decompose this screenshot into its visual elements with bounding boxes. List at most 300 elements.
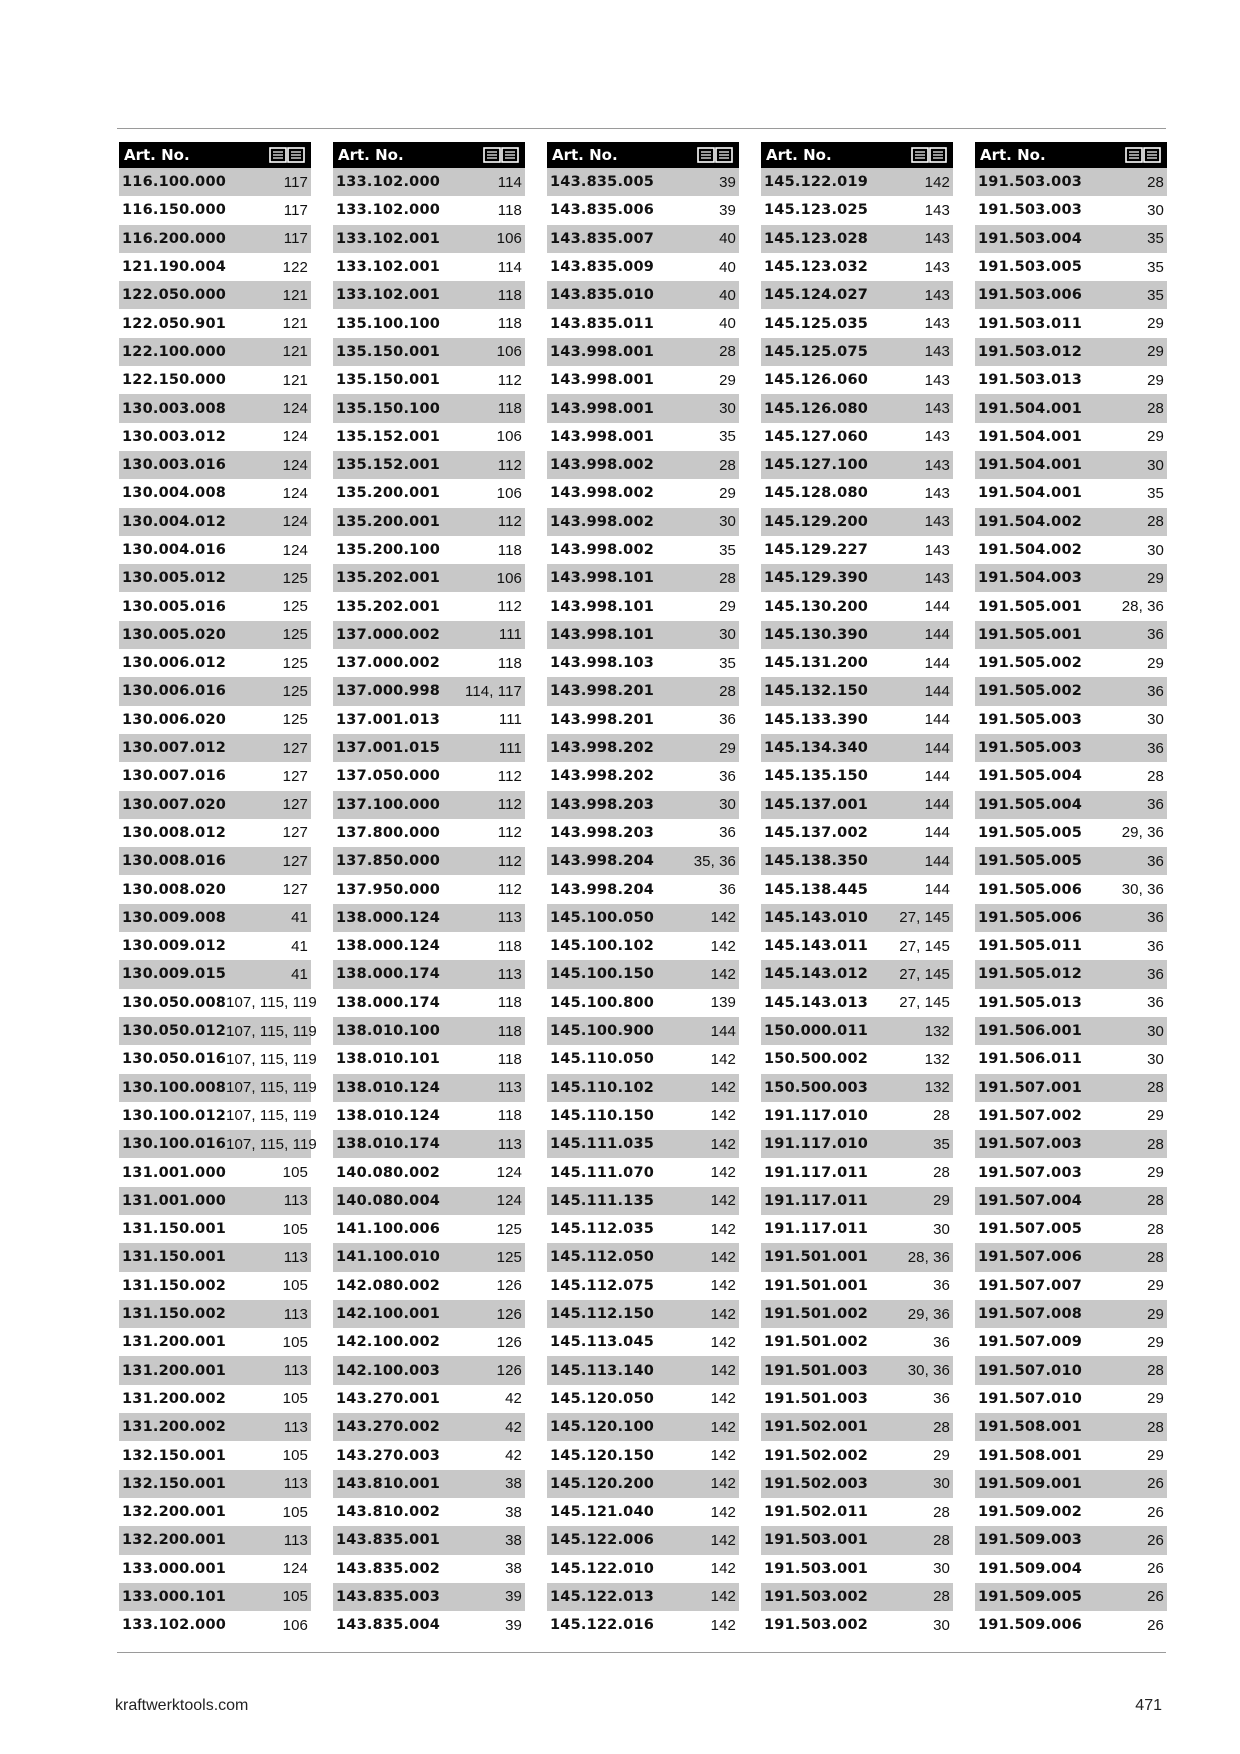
index-row	[119, 281, 311, 309]
index-row	[761, 1328, 953, 1356]
index-row	[119, 1328, 311, 1356]
page-reference: 106	[496, 569, 522, 587]
index-row	[761, 592, 953, 620]
page-reference: 113	[283, 1192, 308, 1210]
article-number: 145.132.150	[764, 683, 869, 700]
page-reference: 28	[1147, 513, 1164, 531]
page-reference: 30	[719, 796, 736, 814]
index-row	[761, 875, 953, 903]
page-reference: 36	[1147, 796, 1164, 814]
article-number: 143.270.003	[336, 1447, 441, 1464]
column-header-label: Art. No.	[124, 146, 190, 164]
index-row	[119, 394, 311, 422]
article-number: 137.001.013	[336, 711, 441, 728]
page-reference: 132	[924, 1022, 950, 1040]
article-number: 145.110.150	[550, 1107, 655, 1124]
index-row	[119, 1017, 317, 1045]
page-reference: 117	[283, 173, 308, 191]
article-number: 191.507.010	[978, 1362, 1083, 1379]
index-row	[333, 875, 525, 903]
index-row	[333, 1470, 525, 1498]
index-row	[547, 1356, 739, 1384]
page-reference: 105	[282, 1333, 308, 1351]
page-reference: 36	[719, 711, 736, 729]
article-number: 135.100.100	[336, 315, 441, 332]
page-reference: 36	[719, 767, 736, 785]
article-number: 130.005.020	[122, 626, 227, 643]
page-reference: 36	[719, 881, 736, 899]
index-row	[975, 960, 1167, 988]
index-row	[761, 1356, 953, 1384]
article-number: 191.503.004	[978, 230, 1083, 247]
index-row	[119, 706, 311, 734]
index-row	[547, 1158, 739, 1186]
book-icon	[483, 147, 519, 163]
article-number: 143.835.007	[550, 230, 655, 247]
page-reference: 112	[497, 513, 522, 531]
page-reference: 142	[710, 1333, 736, 1351]
index-row	[547, 1441, 739, 1469]
page-reference: 29	[1147, 1107, 1164, 1125]
article-number: 143.998.001	[550, 428, 655, 445]
article-number: 150.500.002	[764, 1051, 869, 1068]
page-reference: 105	[282, 1220, 308, 1238]
page-reference: 124	[282, 428, 308, 446]
article-number: 145.100.900	[550, 1023, 655, 1040]
article-number: 143.810.001	[336, 1475, 441, 1492]
article-number: 141.100.006	[336, 1221, 441, 1238]
index-row	[761, 225, 953, 253]
footer-url[interactable]: kraftwerktools.com	[115, 1697, 249, 1714]
article-number: 143.998.001	[550, 343, 655, 360]
index-row	[761, 1130, 953, 1158]
index-row	[333, 1215, 525, 1243]
index-row	[119, 762, 311, 790]
article-number: 143.835.002	[336, 1560, 441, 1577]
article-number: 122.050.901	[122, 315, 227, 332]
index-row	[119, 960, 311, 988]
article-number: 133.102.000	[122, 1617, 227, 1634]
article-number: 135.200.001	[336, 485, 441, 502]
page-reference: 29	[1147, 343, 1164, 361]
article-number: 133.102.000	[336, 202, 441, 219]
index-row	[333, 451, 525, 479]
index-row	[333, 734, 525, 762]
index-row	[333, 1102, 525, 1130]
index-row	[761, 1215, 953, 1243]
article-number: 191.509.005	[978, 1588, 1083, 1605]
page-reference: 143	[924, 286, 950, 304]
index-row	[119, 1526, 311, 1554]
index-row	[975, 225, 1167, 253]
index-row	[547, 1526, 739, 1554]
page-reference: 30	[1147, 456, 1164, 474]
index-row	[333, 1272, 525, 1300]
column-header	[975, 142, 1167, 168]
page-reference: 28	[933, 1107, 950, 1125]
article-number: 131.150.002	[122, 1306, 227, 1323]
article-number: 191.501.003	[764, 1362, 869, 1379]
index-row	[975, 592, 1167, 620]
index-row	[761, 1102, 953, 1130]
page-reference: 28	[933, 1588, 950, 1606]
index-row	[547, 734, 739, 762]
article-number: 137.100.000	[336, 796, 441, 813]
article-number: 135.150.100	[336, 400, 441, 417]
page-reference: 142	[710, 1277, 736, 1295]
page-reference: 26	[1147, 1531, 1164, 1549]
index-row	[547, 1328, 739, 1356]
page-reference: 27, 145	[899, 994, 950, 1012]
article-number: 191.509.003	[978, 1532, 1083, 1549]
page-reference: 29	[1147, 569, 1164, 587]
page-reference: 28	[933, 1531, 950, 1549]
article-number: 145.111.070	[550, 1164, 655, 1181]
page-reference: 124	[496, 1164, 522, 1182]
article-number: 130.003.008	[122, 400, 227, 417]
article-number: 135.202.001	[336, 598, 441, 615]
article-number: 130.008.016	[122, 853, 227, 870]
index-row	[333, 960, 525, 988]
index-row	[547, 338, 739, 366]
index-row	[975, 1102, 1167, 1130]
article-number: 145.127.100	[764, 457, 869, 474]
article-number: 130.100.012	[122, 1107, 227, 1124]
article-number: 191.508.001	[978, 1447, 1083, 1464]
page-reference: 105	[282, 1503, 308, 1521]
column-header	[761, 142, 953, 168]
page-reference: 118	[497, 654, 522, 672]
article-number: 145.123.032	[764, 259, 869, 276]
page-reference: 127	[282, 767, 308, 785]
page-reference: 106	[496, 343, 522, 361]
page-reference: 36	[1147, 937, 1164, 955]
index-column-4	[761, 142, 953, 1639]
index-row	[975, 819, 1167, 847]
index-row	[547, 1243, 739, 1271]
index-row	[975, 791, 1167, 819]
article-number: 137.000.002	[336, 655, 441, 672]
article-number: 191.504.003	[978, 570, 1083, 587]
index-row	[761, 1555, 953, 1583]
index-row	[333, 1158, 525, 1186]
index-row	[547, 1074, 739, 1102]
article-number: 145.125.035	[764, 315, 869, 332]
page-reference: 40	[719, 258, 736, 276]
index-row	[547, 592, 739, 620]
article-number: 191.504.002	[978, 542, 1083, 558]
page-reference: 114	[497, 173, 522, 191]
article-number: 130.004.012	[122, 513, 227, 530]
article-number: 191.504.001	[978, 457, 1083, 474]
page-reference: 144	[924, 852, 950, 870]
index-row	[547, 677, 739, 705]
index-row	[975, 168, 1167, 196]
index-row	[119, 168, 311, 196]
article-number: 191.503.003	[978, 202, 1083, 219]
article-number: 145.123.025	[764, 202, 869, 219]
page-reference: 28	[719, 456, 736, 474]
page-reference: 118	[497, 1050, 522, 1068]
article-number: 135.150.001	[336, 372, 441, 389]
article-number: 145.122.010	[550, 1560, 655, 1577]
index-row	[333, 819, 525, 847]
article-number: 145.143.010	[764, 909, 869, 926]
index-row	[119, 1045, 317, 1073]
article-number: 191.503.006	[978, 287, 1083, 304]
page-reference: 113	[283, 1475, 308, 1493]
index-row	[975, 904, 1167, 932]
book-icon	[911, 147, 947, 163]
page-reference: 28	[1147, 767, 1164, 785]
page-reference: 113	[283, 1531, 308, 1549]
page-reference: 111	[498, 626, 522, 644]
article-number: 137.850.000	[336, 853, 441, 870]
page-reference: 142	[710, 937, 736, 955]
page-reference: 26	[1147, 1588, 1164, 1606]
article-number: 135.152.001	[336, 457, 441, 474]
index-row	[333, 1300, 525, 1328]
index-row	[975, 423, 1167, 451]
page-reference: 106	[496, 230, 522, 248]
index-row	[761, 281, 953, 309]
article-number: 137.001.015	[336, 740, 441, 757]
index-row	[547, 1130, 739, 1158]
index-row	[975, 706, 1167, 734]
page-reference: 107, 115, 119	[226, 1022, 317, 1040]
index-row	[547, 649, 739, 677]
page-reference: 143	[924, 513, 950, 531]
page-reference: 124	[282, 484, 308, 502]
page-reference: 118	[497, 1107, 522, 1125]
article-number: 138.010.101	[336, 1051, 441, 1068]
book-icon	[1125, 147, 1161, 163]
index-row	[761, 989, 953, 1017]
article-number: 191.505.002	[978, 683, 1083, 700]
page-reference: 36	[933, 1390, 950, 1408]
index-row	[547, 989, 739, 1017]
page-reference: 142	[710, 1475, 736, 1493]
index-row	[975, 196, 1167, 224]
index-row	[333, 989, 525, 1017]
article-number: 130.007.016	[122, 768, 227, 785]
index-row	[761, 564, 953, 592]
page-reference: 126	[496, 1305, 522, 1323]
article-number: 131.200.002	[122, 1390, 227, 1407]
index-row	[975, 1413, 1167, 1441]
article-number: 143.835.001	[336, 1532, 441, 1549]
index-row	[761, 1413, 953, 1441]
index-row	[119, 1470, 311, 1498]
article-number: 145.112.075	[550, 1277, 655, 1294]
article-number: 191.117.011	[764, 1221, 869, 1238]
index-row	[547, 875, 739, 903]
page-reference: 142	[710, 1390, 736, 1408]
index-row	[333, 1328, 525, 1356]
page-reference: 28	[933, 1418, 950, 1436]
page-reference: 30	[1147, 1050, 1164, 1068]
page-reference: 105	[282, 1588, 308, 1606]
page-reference: 106	[496, 428, 522, 446]
page-reference: 142	[710, 1447, 736, 1464]
article-number: 145.130.390	[764, 626, 869, 643]
article-number: 145.121.040	[550, 1504, 655, 1521]
index-row	[547, 423, 739, 451]
page-reference: 142	[710, 1248, 736, 1266]
index-row	[761, 621, 953, 649]
article-number: 133.102.001	[336, 259, 441, 276]
article-number: 191.507.002	[978, 1107, 1083, 1124]
article-number: 191.505.004	[978, 768, 1083, 785]
article-number: 131.150.002	[122, 1277, 227, 1294]
page-reference: 29	[933, 1192, 950, 1210]
index-row	[119, 253, 311, 281]
article-number: 143.835.010	[550, 287, 655, 304]
index-row	[547, 451, 739, 479]
index-row	[975, 564, 1167, 592]
article-number: 131.200.001	[122, 1334, 227, 1351]
page-reference: 142	[710, 1135, 736, 1153]
page-reference: 38	[505, 1531, 522, 1549]
page-reference: 35	[1147, 258, 1164, 276]
article-number: 191.501.001	[764, 1249, 869, 1266]
page-reference: 107, 115, 119	[226, 1135, 317, 1153]
index-row	[119, 366, 311, 394]
index-row	[333, 1385, 525, 1413]
index-row	[761, 1300, 953, 1328]
index-row	[547, 1611, 739, 1639]
article-number: 130.003.016	[122, 457, 227, 474]
column-header	[547, 142, 739, 168]
page-reference: 144	[924, 711, 950, 729]
page-reference: 40	[719, 315, 736, 333]
page-reference: 105	[282, 1277, 308, 1295]
page-reference: 29	[1147, 315, 1164, 333]
index-row	[119, 1158, 311, 1186]
article-number: 191.503.002	[764, 1588, 869, 1605]
article-number: 143.998.203	[550, 796, 655, 813]
index-row	[119, 536, 311, 564]
page-reference: 112	[497, 456, 522, 474]
index-row	[761, 479, 953, 507]
article-index	[119, 142, 1165, 1647]
index-row	[975, 1385, 1167, 1413]
article-number: 145.133.390	[764, 711, 869, 728]
article-number: 191.117.011	[764, 1164, 869, 1181]
page-reference: 35, 36	[693, 852, 736, 870]
article-number: 191.502.003	[764, 1475, 869, 1492]
index-row	[119, 621, 311, 649]
index-row	[547, 847, 739, 875]
page-reference: 29	[1147, 654, 1164, 672]
column-header-label: Art. No.	[980, 146, 1046, 164]
index-row	[975, 1243, 1167, 1271]
article-number: 145.112.150	[550, 1306, 655, 1323]
article-number: 191.507.010	[978, 1390, 1083, 1407]
page-reference: 38	[505, 1560, 522, 1578]
page-reference: 124	[282, 1560, 308, 1578]
page-reference: 118	[497, 1022, 522, 1040]
index-row	[547, 621, 739, 649]
index-row	[547, 960, 739, 988]
page-reference: 26	[1147, 1616, 1164, 1634]
article-number: 191.502.002	[764, 1447, 869, 1464]
article-number: 141.100.010	[336, 1249, 441, 1266]
page-reference: 142	[710, 1531, 736, 1549]
page-reference: 143	[924, 484, 950, 502]
article-number: 143.998.103	[550, 655, 655, 672]
page-reference: 26	[1147, 1560, 1164, 1578]
page-reference: 28	[1147, 1362, 1164, 1380]
article-number: 130.006.012	[122, 655, 227, 672]
index-row	[761, 1272, 953, 1300]
page-reference: 30	[719, 626, 736, 644]
page-reference: 112	[497, 852, 522, 870]
page-reference: 125	[496, 1220, 522, 1238]
article-number: 143.835.003	[336, 1588, 441, 1605]
index-row	[547, 1215, 739, 1243]
index-row	[333, 1611, 525, 1639]
footer-page-number: 471	[1135, 1697, 1162, 1714]
page-reference: 41	[291, 937, 308, 955]
index-row	[333, 1130, 525, 1158]
article-number: 135.200.001	[336, 513, 441, 530]
article-number: 130.050.016	[122, 1051, 227, 1068]
page-reference: 107, 115, 119	[226, 1079, 317, 1097]
index-row	[975, 1074, 1167, 1102]
index-row	[975, 932, 1167, 960]
index-row	[975, 451, 1167, 479]
article-number: 130.006.020	[122, 711, 227, 728]
page-reference: 127	[282, 739, 308, 757]
page-reference: 28	[1147, 1079, 1164, 1097]
index-row	[761, 1243, 953, 1271]
page-reference: 29	[1147, 1277, 1164, 1295]
index-row	[119, 1611, 311, 1639]
index-row	[761, 904, 953, 932]
index-row	[975, 1498, 1167, 1526]
index-row	[975, 1045, 1167, 1073]
index-row	[547, 1470, 739, 1498]
page-reference: 117	[283, 230, 308, 248]
index-row	[333, 621, 525, 649]
page-reference: 124	[496, 1192, 522, 1210]
index-row	[547, 225, 739, 253]
article-number: 191.503.001	[764, 1532, 869, 1549]
article-number: 130.007.012	[122, 740, 227, 757]
page-reference: 118	[497, 541, 522, 559]
index-row	[761, 451, 953, 479]
index-row	[975, 338, 1167, 366]
book-icon	[697, 147, 733, 163]
page-reference: 143	[924, 230, 950, 248]
article-number: 143.998.201	[550, 711, 655, 728]
index-row	[547, 281, 739, 309]
page-reference: 29, 36	[907, 1305, 950, 1323]
page-reference: 28	[1147, 1220, 1164, 1238]
article-number: 142.080.002	[336, 1277, 441, 1294]
index-row	[119, 791, 311, 819]
article-number: 191.505.001	[978, 598, 1083, 615]
index-row	[761, 196, 953, 224]
index-row	[547, 791, 739, 819]
page-reference: 29	[719, 598, 736, 616]
page-reference: 29	[719, 484, 736, 502]
index-row	[547, 1498, 739, 1526]
article-number: 145.113.140	[550, 1362, 655, 1379]
index-row	[761, 1158, 953, 1186]
article-number: 143.998.101	[550, 598, 655, 615]
